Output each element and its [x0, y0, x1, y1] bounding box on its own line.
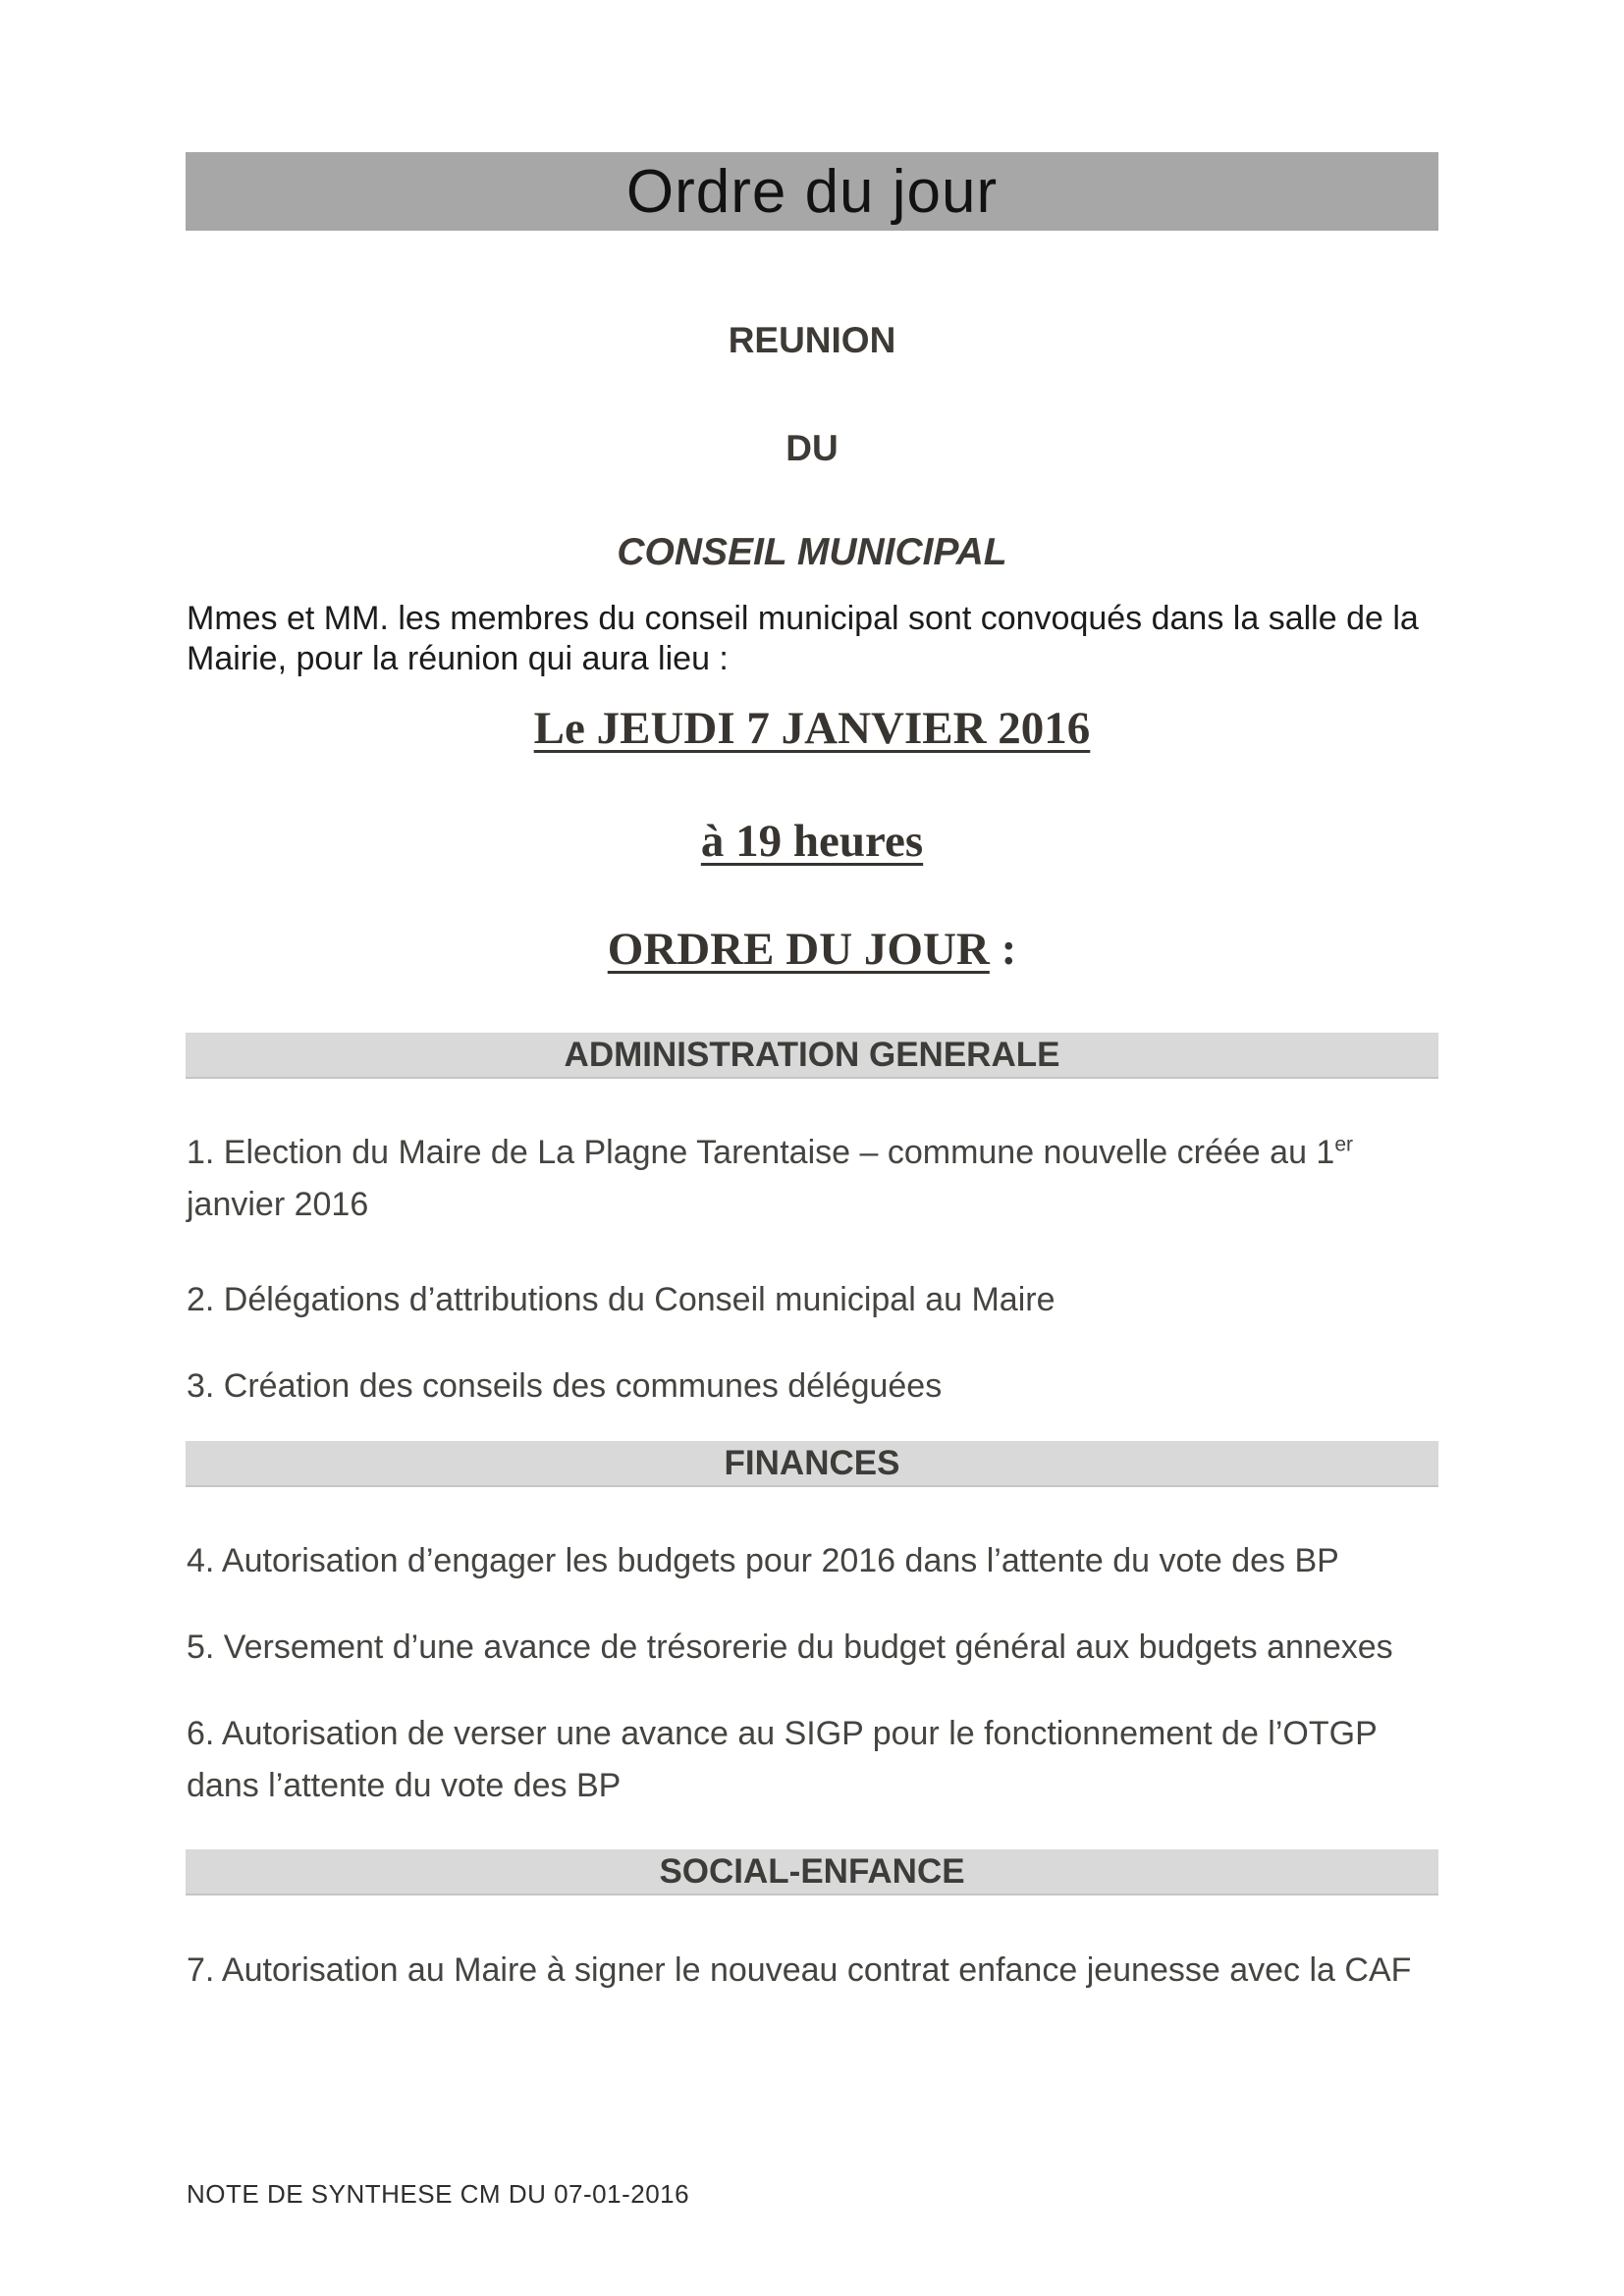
convocation-line-1: Mmes et MM. les membres du conseil municipal sont convoqués dans la salle de la: [187, 600, 1419, 637]
section-title-administration-generale: ADMINISTRATION GENERALE: [564, 1035, 1060, 1074]
section-banner-administration-generale: [186, 1033, 1438, 1079]
convocation-line-2: Mairie, pour la réunion qui aura lieu :: [187, 640, 729, 677]
section-banner-social-enfance: [186, 1849, 1438, 1896]
meeting-time-heading: [186, 815, 1438, 868]
document-title: Ordre du jour: [625, 157, 999, 226]
meeting-date-heading: [186, 702, 1438, 755]
agenda-heading: [186, 923, 1438, 976]
agenda-item-4: 4. Autorisation d’engager les budgets pour 2016 dans l’attente du vote des BP: [187, 1542, 1339, 1579]
agenda-item-6: [187, 1708, 1463, 1812]
heading-du: DU: [785, 428, 839, 468]
agenda-item-6-line-1: 6. Autorisation de verser une avance au SIGP pour le fonctionnement de l’OTGP: [187, 1715, 1378, 1752]
agenda-item-1-line-1: 1. Election du Maire de La Plagne Tarentaise – commune nouvelle créée au 1: [187, 1134, 1335, 1171]
agenda-heading-colon: :: [989, 924, 1017, 975]
heading-conseil-municipal: CONSEIL MUNICIPAL: [617, 531, 1007, 573]
meeting-time: à 19 heures: [700, 816, 924, 867]
section-title-finances: FINANCES: [724, 1443, 900, 1482]
agenda-item-7: 7. Autorisation au Maire à signer le nouveau contrat enfance jeunesse avec la CAF: [187, 1951, 1412, 1989]
meeting-date: Le JEUDI 7 JANVIER 2016: [533, 703, 1091, 754]
agenda-item-1: [187, 1127, 1463, 1231]
agenda-heading-text: ORDRE DU JOUR: [607, 924, 990, 975]
section-banner-finances: [186, 1441, 1438, 1487]
agenda-item-2: 2. Délégations d’attributions du Conseil municipal au Maire: [187, 1281, 1056, 1318]
agenda-item-1-line-2: janvier 2016: [187, 1186, 369, 1223]
agenda-item-1-superscript: er: [1334, 1133, 1354, 1156]
agenda-item-6-line-2: dans l’attente du vote des BP: [187, 1767, 622, 1804]
agenda-item-5: 5. Versement d’une avance de trésorerie du budget général aux budgets annexes: [187, 1629, 1393, 1666]
section-title-social-enfance: SOCIAL-ENFANCE: [659, 1851, 965, 1891]
convocation-paragraph: [187, 599, 1463, 679]
footer-note: NOTE DE SYNTHESE CM DU 07-01-2016: [187, 2179, 690, 2209]
heading-reunion: REUNION: [728, 320, 896, 360]
agenda-item-3: 3. Création des conseils des communes déléguées: [187, 1367, 943, 1405]
document-title-banner: [186, 152, 1438, 231]
